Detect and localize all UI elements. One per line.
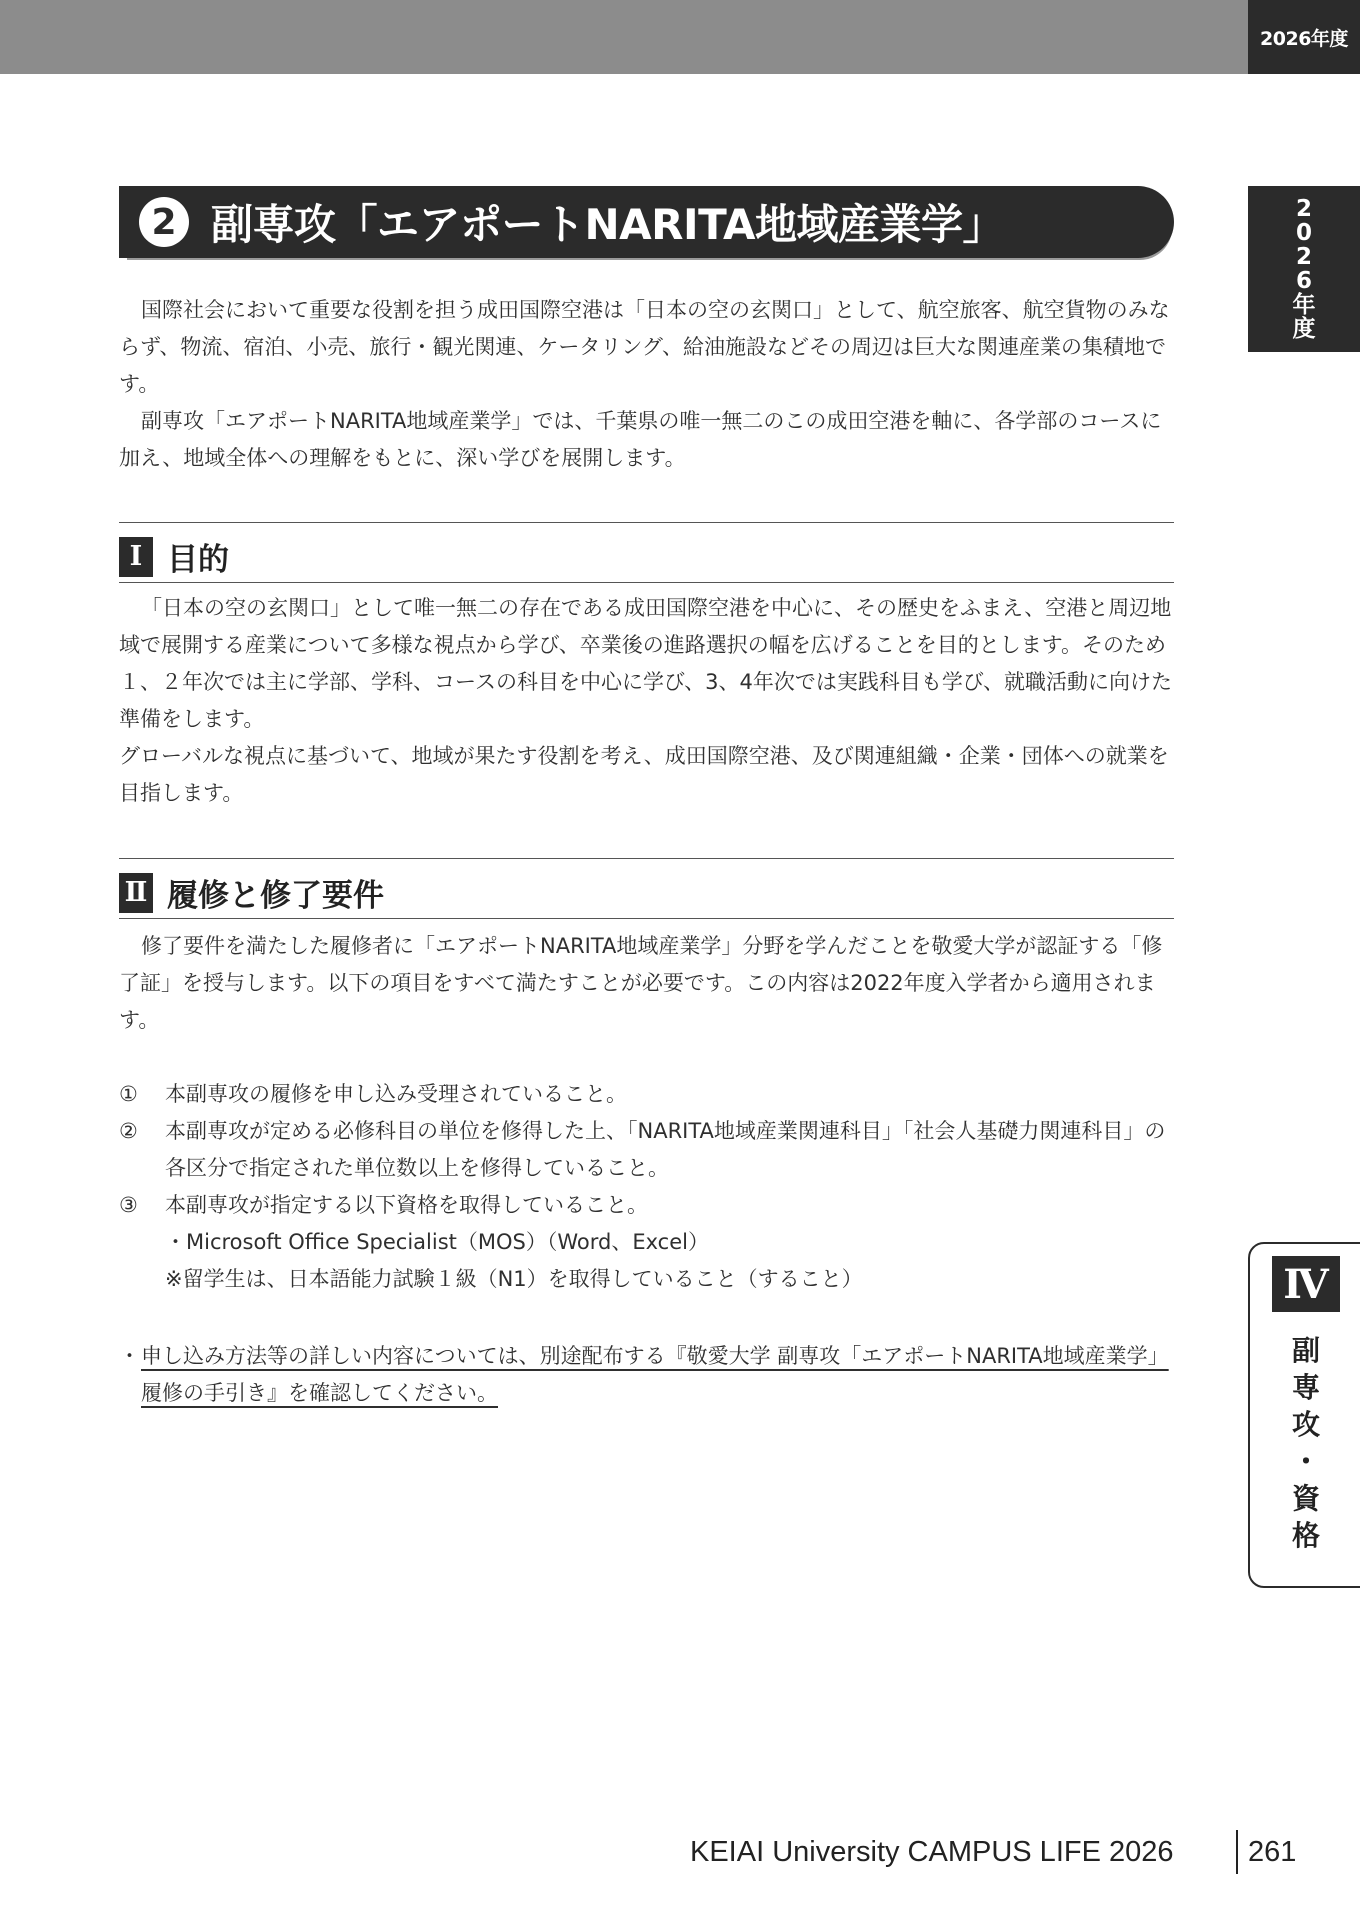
chapter-char: 副 <box>1291 1334 1320 1367</box>
qualification-international-note: ※留学生は、日本語能力試験１級（N1）を取得していること（すること） <box>165 1267 863 1291</box>
section-2-number: Ⅱ <box>119 873 153 913</box>
side-year-char: 6 <box>1295 268 1312 294</box>
side-year-char: 度 <box>1292 316 1316 342</box>
section-2-heading <box>119 870 384 915</box>
item-text: 本副専攻が定める必修科目の単位を修得した上、「NARITA地域産業関連科目」「社会人基礎力関連科目」の各区分で指定された単位数以上を修得していること。 <box>165 1119 1166 1180</box>
section-1-title: 目的 <box>167 542 229 578</box>
intro-paragraph-2: 副専攻「エアポートNARITA地域産業学」では、千葉県の唯一無二のこの成田空港を軸に、各学部のコースに加え、地域全体への理解をもとに、深い学びを展開します。 <box>119 409 1162 470</box>
note-bullet: ・ <box>119 1344 140 1368</box>
intro-text <box>119 292 1174 477</box>
section-2-rule-bottom <box>119 918 1174 919</box>
side-year-tab <box>1248 186 1360 352</box>
section-1-rule-top <box>119 522 1174 523</box>
footer-separator <box>1236 1830 1238 1874</box>
side-year-char: 年 <box>1292 292 1316 318</box>
page-number: 261 <box>1248 1836 1297 1868</box>
intro-paragraph-1: 国際社会において重要な役割を担う成田国際空港は「日本の空の玄関口」として、航空旅客、航空貨物のみならず、物流、宿泊、小売、旅行・観光関連、ケータリング、給油施設などその周辺は巨大な関連産業の集積地です。 <box>119 298 1170 396</box>
note-text: 申し込み方法等の詳しい内容については、別途配布する『敬愛大学 副専攻「エアポートNARITA地域産業学」履修の手引き』を確認してください。 <box>141 1344 1169 1405</box>
side-year-char: 0 <box>1295 220 1312 246</box>
section-2-title: 履修と修了要件 <box>167 878 384 914</box>
section-2-body <box>119 928 1174 1039</box>
chapter-char: 専 <box>1291 1371 1320 1404</box>
item-marker: ② <box>119 1119 138 1143</box>
section-2-paragraph-1: 修了要件を満たした履修者に「エアポートNARITA地域産業学」分野を学んだことを敬愛大学が認証する「修了証」を授与します。以下の項目をすべて満たすことが必要です。この内容は2022年度入学者から適用されます。 <box>119 934 1163 1032</box>
chapter-index-tab <box>1248 1242 1360 1588</box>
section-2-rule-top <box>119 858 1174 859</box>
item-text: 本副専攻の履修を申し込み受理されていること。 <box>165 1082 627 1106</box>
section-1-paragraph-2: グローバルな視点に基づいて、地域が果たす役割を考え、成田国際空港、及び関連組織・企業・団体への就業を目指します。 <box>119 744 1169 805</box>
section-1-number: Ⅰ <box>119 537 153 577</box>
qualification-mos: ・Microsoft Office Specialist（MOS）（Word、Excel） <box>165 1230 709 1254</box>
item-marker: ③ <box>119 1193 138 1217</box>
footer-title: KEIAI University CAMPUS LIFE 2026 <box>690 1836 1174 1868</box>
section-1-body <box>119 590 1174 812</box>
side-year-char: 2 <box>1295 196 1312 222</box>
header-year-tab: 2026年度 <box>1248 0 1360 74</box>
section-1-rule-bottom <box>119 582 1174 583</box>
section-1-heading <box>119 534 229 579</box>
chapter-char: 攻 <box>1291 1408 1320 1441</box>
title-bar <box>119 186 1174 258</box>
chapter-char: 資 <box>1291 1482 1320 1515</box>
page-title: 副専攻「エアポートNARITA地域産業学」 <box>211 200 1005 249</box>
chapter-number: Ⅳ <box>1272 1256 1340 1312</box>
title-number-badge: 2 <box>139 197 189 247</box>
page-title-banner <box>119 186 1174 262</box>
item-text: 本副専攻が指定する以下資格を取得していること。 <box>165 1193 648 1217</box>
item-marker: ① <box>119 1082 138 1106</box>
chapter-char: ・ <box>1291 1445 1320 1478</box>
chapter-label <box>1270 1332 1342 1554</box>
section-1-paragraph-1: 「日本の空の玄関口」として唯一無二の存在である成田国際空港を中心に、その歴史をふまえ、空港と周辺地域で展開する産業について多様な視点から学び、卒業後の進路選択の幅を広げることを目的とします。そのため１、２年次では主に学部、学科、コースの科目を中心に学び、3、4年次では実践科目も学び、就職活動に向けた準備をします。 <box>119 596 1172 731</box>
top-header-bar <box>0 0 1248 74</box>
side-year-char: 2 <box>1295 244 1312 270</box>
chapter-char: 格 <box>1291 1519 1320 1552</box>
